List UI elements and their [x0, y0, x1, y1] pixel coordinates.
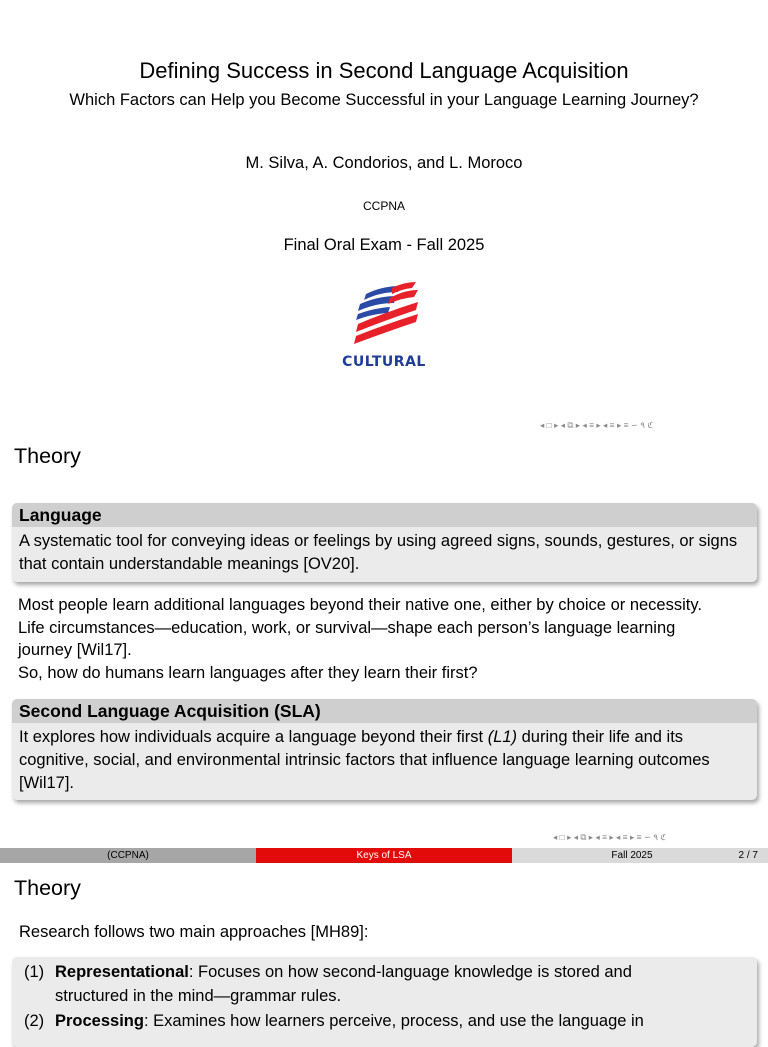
body-text: It explores how individuals acquire a language beyond their first [19, 728, 488, 746]
footline-page-number: 2 / 7 [738, 850, 758, 861]
frame-title: Theory [14, 444, 81, 468]
presentation-date: Final Oral Exam - Fall 2025 [283, 236, 485, 254]
block-title: Language [12, 503, 757, 527]
paragraph-line: Life circumstances—education, work, or survival—shape each person’s language learning [18, 618, 676, 637]
footline-author: (CCPNA) [0, 848, 256, 863]
paragraph-line: journey [Wil17]. [18, 641, 132, 660]
item-number: (1) [24, 963, 45, 981]
definition-block-language [12, 503, 757, 582]
footline-date-page [512, 848, 768, 863]
presentation-subtitle: Which Factors can Help you Become Successful in your Language Learning Journey? [69, 91, 699, 109]
intro-text: Research follows two main approaches [MH89]: [19, 923, 369, 941]
paragraph-line: So, how do humans learn languages after they learn their first? [18, 664, 478, 683]
item-text: : Examines how learners perceive, process, and use the language in [143, 1012, 644, 1030]
footline-date: Fall 2025 [611, 850, 653, 861]
presentation-title: Defining Success in Second Language Acquisition [139, 58, 629, 83]
body-italic-text: (L1) [487, 728, 518, 746]
body-text: during their life and its cognitive, social, and environmental intrinsic factors that influence language learning outcomes [Wil17]. [19, 728, 710, 792]
block-body [12, 723, 757, 800]
authors: M. Silva, A. Condorios, and L. Moroco [245, 154, 523, 172]
definition-block-sla [12, 699, 757, 800]
footline-title: Keys of LSA [256, 848, 512, 863]
institute: CCPNA [362, 199, 405, 213]
beamer-navigation-icons[interactable]: ◂ □ ▸ ◂ ⧉ ▸ ◂ ≡ ▸ ◂ ≡ ▸ ≡ ∽ ۹ ℭ [553, 832, 667, 842]
logo-text: CULTURAL [342, 354, 426, 370]
item-term: Representational [55, 963, 189, 981]
intro-paragraph [18, 594, 758, 685]
cultural-logo-icon [352, 280, 422, 352]
footline [0, 848, 768, 863]
block-title: Second Language Acquisition (SLA) [12, 699, 757, 723]
beamer-navigation-icons[interactable]: ◂ □ ▸ ◂ ⧉ ▸ ◂ ≡ ▸ ◂ ≡ ▸ ≡ ∽ ۹ ℭ [540, 420, 654, 430]
item-text: structured in the mind—grammar rules. [55, 987, 342, 1005]
item-text: : Focuses on how second-language knowledge is stored and [188, 963, 632, 981]
item-term: Processing [55, 1012, 144, 1030]
paragraph-line: Most people learn additional languages beyond their native one, either by choice or necessity. [18, 596, 702, 614]
block-body: A systematic tool for conveying ideas or feelings by using agreed signs, sounds, gestures, or signs that contain understandable meanings [OV20]. [19, 532, 738, 573]
item-number: (2) [24, 1012, 45, 1030]
frame-title: Theory [14, 876, 81, 900]
approaches-list [12, 957, 757, 1047]
